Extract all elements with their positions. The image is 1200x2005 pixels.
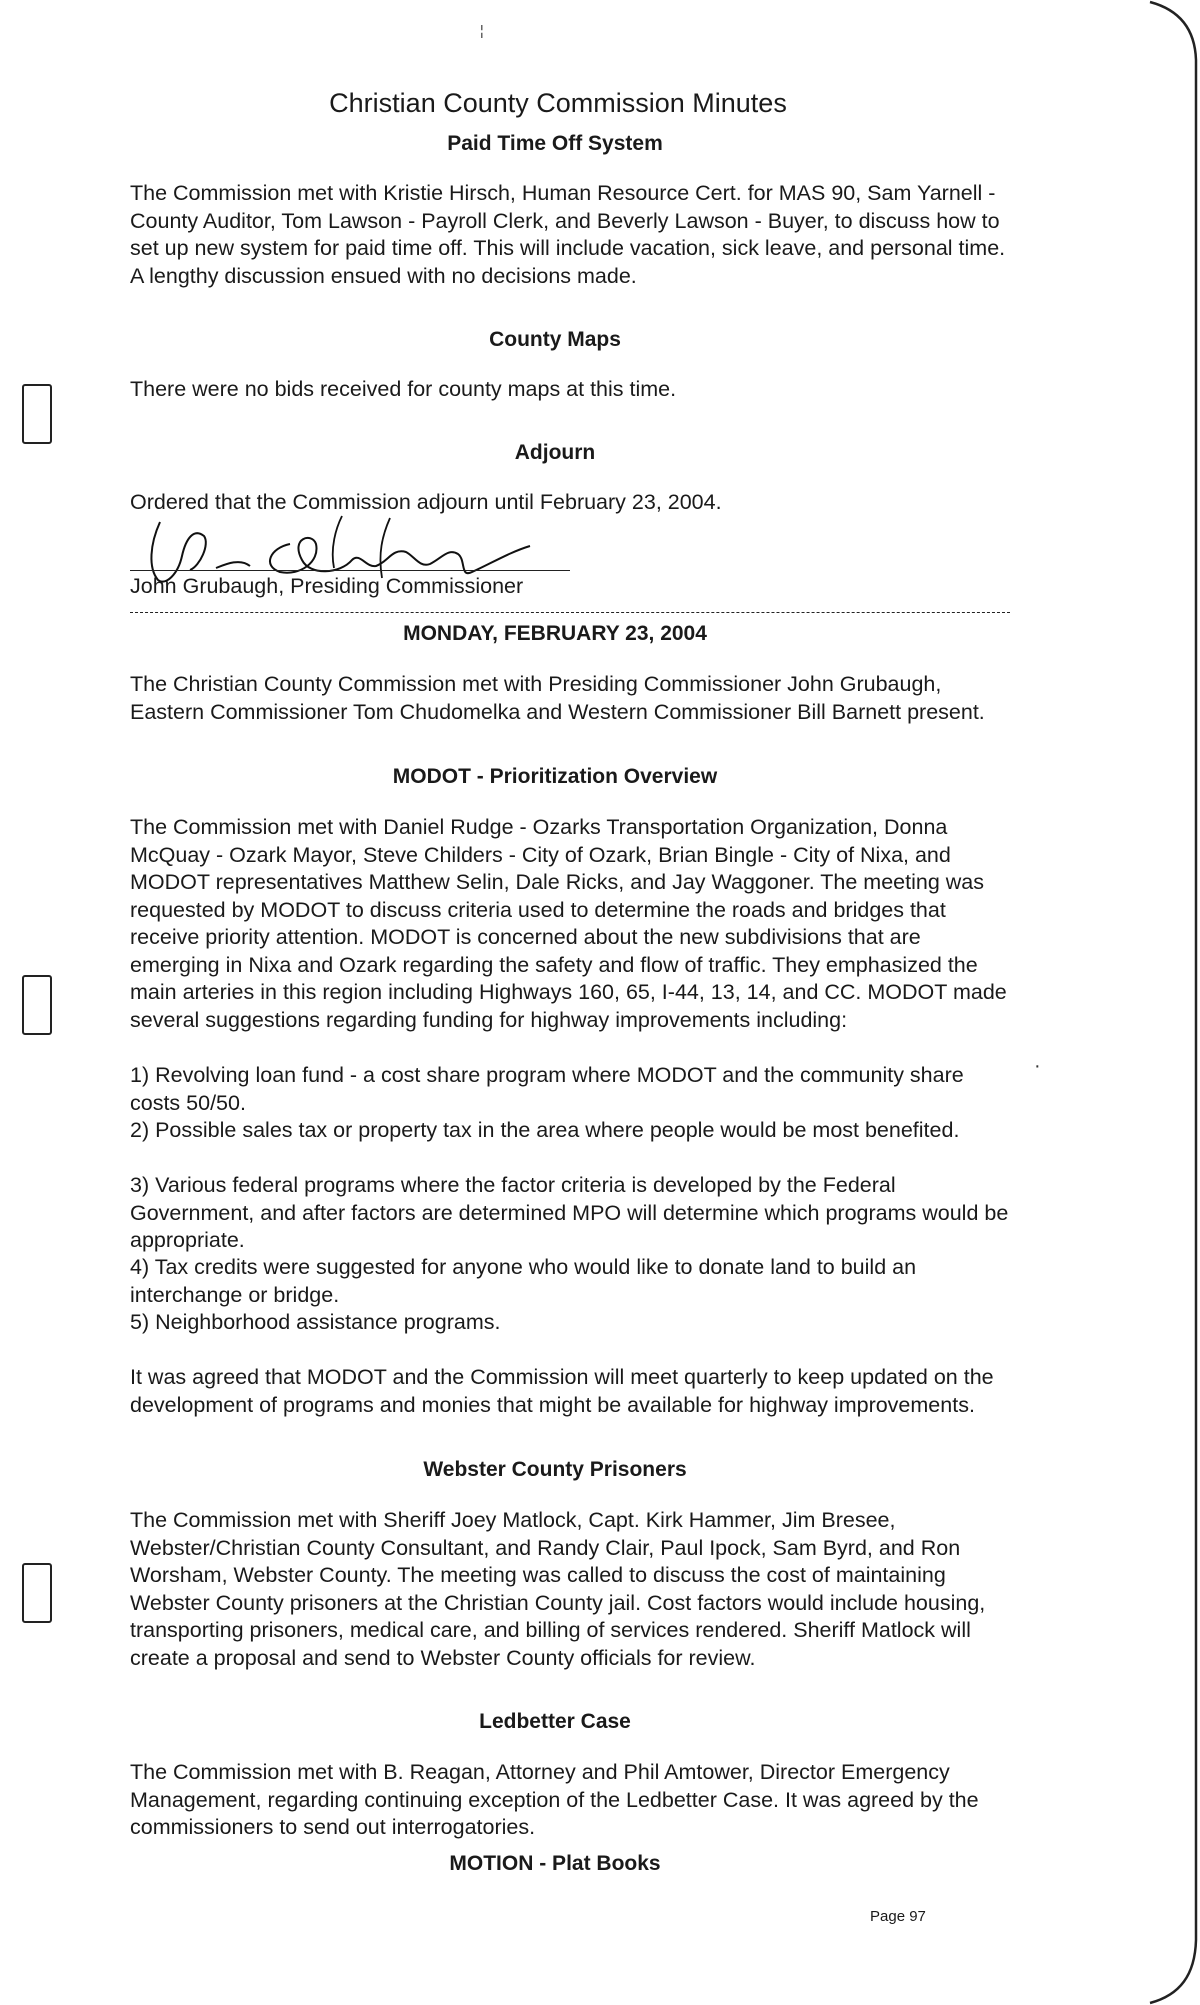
binding-edge bbox=[1140, 0, 1200, 2005]
pto-body: The Commission met with Kristie Hirsch, Human Resource Cert. for MAS 90, Sam Yarnell - County Auditor, Tom Lawson - Payroll Clerk, and Beverly Lawson - Buyer, to discuss how to set up new system for paid time off. This will include vacation, sick leave, and personal time. A lengthy discussion ensued with no decisions made. bbox=[130, 181, 1006, 288]
binder-hole-top bbox=[22, 384, 52, 444]
binder-hole-middle bbox=[22, 975, 52, 1035]
document-title: Christian County Commission Minutes bbox=[329, 88, 787, 119]
section-heading-adjourn: Adjourn bbox=[514, 441, 596, 464]
attendance-text: The Christian County Commission met with Presiding Commissioner John Grubaugh, Eastern Commissioner Tom Chudomelka and Western Commissioner Bill Barnett present. bbox=[130, 672, 985, 724]
section-heading-county-maps: County Maps bbox=[489, 328, 621, 351]
signature-line bbox=[130, 570, 570, 571]
modot-conclusion: It was agreed that MODOT and the Commission will meet quarterly to keep updated on the development of programs and monies that might be available for highway improvements. bbox=[130, 1365, 994, 1417]
section-heading-modot: MODOT - Prioritization Overview bbox=[392, 765, 718, 788]
section-heading-webster: Webster County Prisoners bbox=[423, 1458, 687, 1481]
page-number: Page 97 bbox=[870, 1908, 926, 1925]
adjourn-body: Ordered that the Commission adjourn until February 23, 2004. bbox=[130, 490, 722, 514]
section-heading-ledbetter: Ledbetter Case bbox=[479, 1710, 631, 1733]
scan-mark: ¦ bbox=[480, 22, 484, 38]
signer-name: John Grubaugh, Presiding Commissioner bbox=[130, 574, 524, 598]
modot-intro: The Commission met with Daniel Rudge - Ozarks Transportation Organization, Donna McQuay - Ozark Mayor, Steve Childers - City of Ozark, Brian Bingle - City of Nixa, and MODOT representatives Matthew Selin, Dale Ricks, and Jay Waggoner. The meeting was requested by MODOT to discuss criteria used to determine the roads and bridges that receive priority attention. MODOT is concerned about the new subdivisions that are emerging in Nixa and Ozark regarding the safety and flow of traffic. They emphasized the main arteries in this region including Highways 160, 65, I-44, 13, 14, and CC. MODOT made several suggestions regarding funding for highway improvements including: bbox=[130, 815, 1007, 1032]
section-heading-motion: MOTION - Plat Books bbox=[449, 1852, 661, 1875]
modot-item: 2) Possible sales tax or property tax in the area where people would be most benefited. bbox=[130, 1118, 960, 1142]
section-heading-pto: Paid Time Off System bbox=[447, 132, 663, 155]
scan-mark: · bbox=[1034, 1055, 1041, 1077]
county-maps-body: There were no bids received for county maps at this time. bbox=[130, 377, 677, 401]
modot-item: 5) Neighborhood assistance programs. bbox=[130, 1310, 501, 1334]
modot-item: 4) Tax credits were suggested for anyone who would like to donate land to build an interchange or bridge. bbox=[130, 1255, 917, 1307]
ledbetter-body: The Commission met with B. Reagan, Attorney and Phil Amtower, Director Emergency Management, regarding continuing exception of the Ledbetter Case. It was agreed by the commissioners to send out interrogatories. bbox=[130, 1760, 979, 1839]
section-divider bbox=[130, 612, 1010, 613]
modot-item: 3) Various federal programs where the factor criteria is developed by the Federal Government, and after factors are determined MPO will determine which programs would be appropriate. bbox=[130, 1173, 1009, 1252]
binder-hole-bottom bbox=[22, 1563, 52, 1623]
date-header: MONDAY, FEBRUARY 23, 2004 bbox=[403, 622, 707, 645]
webster-body: The Commission met with Sheriff Joey Matlock, Capt. Kirk Hammer, Jim Bresee, Webster/Christian County Consultant, and Randy Clair, Paul Ipock, Sam Byrd, and Ron Worsham, Webster County. The meeting was called to discuss the cost of maintaining Webster County prisoners at the Christian County jail. Cost factors would include housing, transporting prisoners, medical care, and billing of services rendered. Sheriff Matlock will create a proposal and send to Webster County officials for review. bbox=[130, 1508, 986, 1670]
modot-item: 1) Revolving loan fund - a cost share program where MODOT and the community share costs 50/50. bbox=[130, 1063, 964, 1115]
